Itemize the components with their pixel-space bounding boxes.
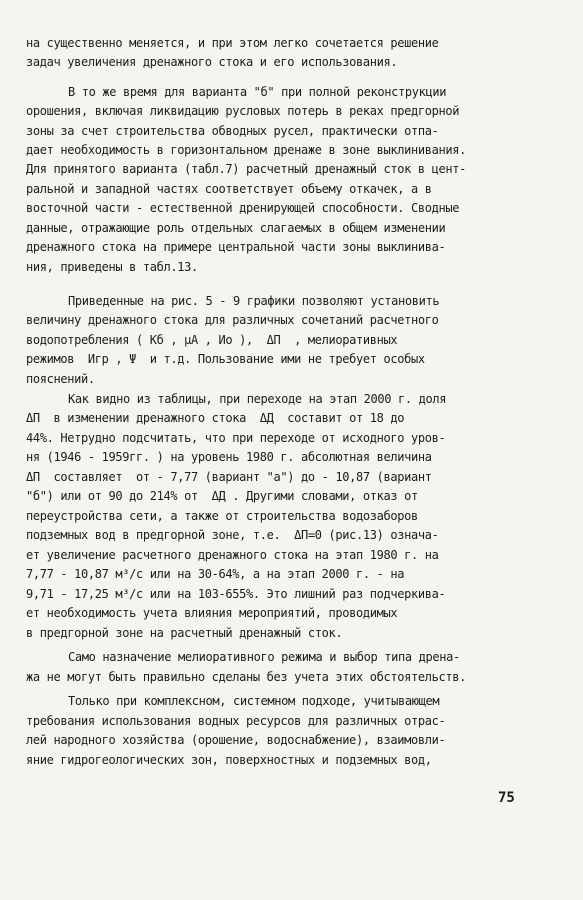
text-line: требования использования водных ресурсов для различных отрас- xyxy=(26,714,446,728)
text-line: подземных вод в предгорной зоне, т.е. ΔП=0 (рис.13) означа- xyxy=(26,528,439,542)
text-line: ральной и западной частях соответствует объему откачек, а в xyxy=(26,182,432,196)
text-line: ет увеличение расчетного дренажного стока на этап 1980 г. на xyxy=(26,548,439,562)
page-number: 75 xyxy=(498,790,515,806)
text-line: Само назначение мелиоративного режима и выбор типа дрена- xyxy=(68,650,460,664)
text-line: Как видно из таблицы, при переходе на этап 2000 г. доля xyxy=(68,392,447,406)
text-line: данные, отражающие роль отдельных слагаемых в общем изменении xyxy=(26,221,446,235)
text-line: орошения, включая ликвидацию русловых потерь в реках предгорной xyxy=(26,104,460,118)
text-line: Для принятого варианта (табл.7) расчетный дренажный сток в цент- xyxy=(26,162,466,176)
text-line: ния, приведены в табл.13. xyxy=(26,260,198,274)
text-line: ет необходимость учета влияния мероприятий, проводимых xyxy=(26,606,398,620)
text-line: "б") или от 90 до 214% от ΔД . Другими словами, отказ от xyxy=(26,489,418,503)
text-line: зоны за счет строительства обводных русел, практически отпа- xyxy=(26,124,439,138)
text-line: в предгорной зоне на расчетный дренажный сток. xyxy=(26,626,343,640)
text-line: дренажного стока на примере центральной части зоны выклинива- xyxy=(26,240,446,254)
text-line: задач увеличения дренажного стока и его использования. xyxy=(26,55,398,69)
text-line: режимов Игр , Ψ и т.д. Пользование ими не требует особых xyxy=(26,352,425,366)
text-line: Приведенные на рис. 5 - 9 графики позволяют установить xyxy=(68,294,440,308)
text-line: 9,71 - 17,25 м³/с или на 103-655%. Это лишний раз подчеркива- xyxy=(26,587,446,601)
text-line: восточной части - естественной дренирующей способности. Сводные xyxy=(26,201,460,215)
text-line: В то же время для варианта "б" при полной реконструкции xyxy=(68,85,447,99)
text-line: лей народного хозяйства (орошение, водоснабжение), взаимовли- xyxy=(26,733,446,747)
text-line: 44%. Нетрудно подсчитать, что при переходе от исходного уров- xyxy=(26,431,446,445)
text-line: ΔП в изменении дренажного стока ΔД составит от 18 до xyxy=(26,411,405,425)
text-line: пояснений. xyxy=(26,372,95,386)
text-line: величину дренажного стока для различных сочетаний расчетного xyxy=(26,313,439,327)
text-line: на существенно меняется, и при этом легко сочетается решение xyxy=(26,36,439,50)
text-line: дает необходимость в горизонтальном дренаже в зоне выклинивания. xyxy=(26,143,466,157)
text-line: яние гидрогеологических зон, поверхностных и подземных вод, xyxy=(26,753,432,767)
text-line: переустройства сети, а также от строительства водозаборов xyxy=(26,509,418,523)
text-line: жа не могут быть правильно сделаны без учета этих обстоятельств. xyxy=(26,670,466,684)
text-line: 7,77 - 10,87 м³/с или на 30-64%, а на этап 2000 г. - на xyxy=(26,567,405,581)
text-line: ня (1946 - 1959гг. ) на уровень 1980 г. абсолютная величина xyxy=(26,450,432,464)
text-line: ΔП составляет от - 7,77 (вариант "а") до - 10,87 (вариант xyxy=(26,470,432,484)
text-line: водопотребления ( Кб , μА , Ио ), ΔП , мелиоративных xyxy=(26,333,398,347)
text-line: Только при комплексном, системном подходе, учитывающем xyxy=(68,694,440,708)
